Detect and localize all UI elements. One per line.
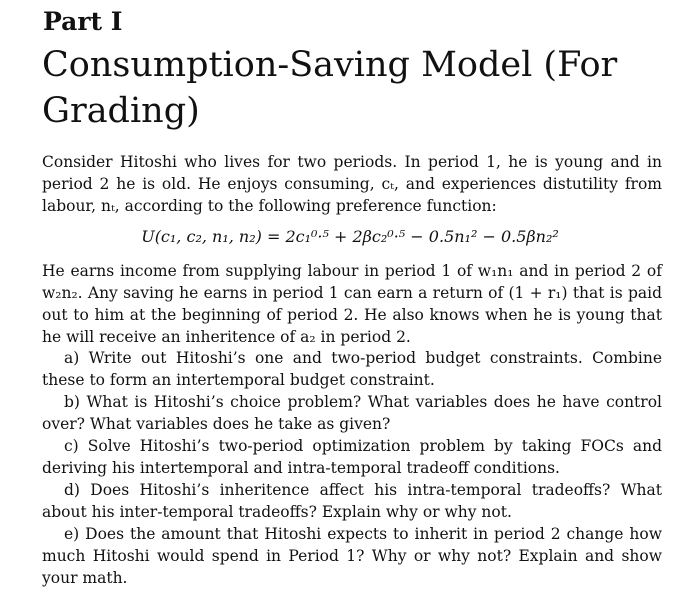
question-a: a) Write out Hitoshi’s one and two-period budget constraints. Combine these to form an intertemporal budget constraint.	[42, 349, 662, 389]
intro-paragraph: Consider Hitoshi who lives for two periods. In period 1, he is young and in period 2 he is old. He enjoys consuming, cₜ, and experiences distutility from labour, nₜ, according to the following preference function:	[42, 153, 662, 215]
section-title: Consumption-Saving Model (For Grading)	[42, 45, 618, 131]
question-c: c) Solve Hitoshi’s two-period optimization problem by taking FOCs and deriving his intertemporal and intra-temporal tradeoff conditions.	[42, 437, 662, 477]
part-label: Part I	[43, 7, 123, 36]
preference-equation: U(c₁, c₂, n₁, n₂) = 2c₁⁰·⁵ + 2βc₂⁰·⁵ − 0.5n₁² − 0.5βn₂²	[141, 227, 559, 246]
question-e: e) Does the amount that Hitoshi expects to inherit in period 2 change how much Hitoshi would spend in Period 1? Why or why not? Explain and show your math.	[42, 525, 662, 587]
question-d: d) Does Hitoshi’s inheritence affect his intra-temporal tradeoffs? What about his inter-temporal tradeoffs? Explain why or why not.	[42, 481, 662, 521]
question-b: b) What is Hitoshi’s choice problem? What variables does he have control over? What variables does he take as given?	[42, 393, 662, 433]
income-paragraph: He earns income from supplying labour in period 1 of w₁n₁ and in period 2 of w₂n₂. Any saving he earns in period 1 can earn a return of (1 + r₁) that is paid out to him at the beginning of period 2. He also knows when he is young that he will receive an inheritence of a₂ in period 2.	[42, 262, 662, 346]
